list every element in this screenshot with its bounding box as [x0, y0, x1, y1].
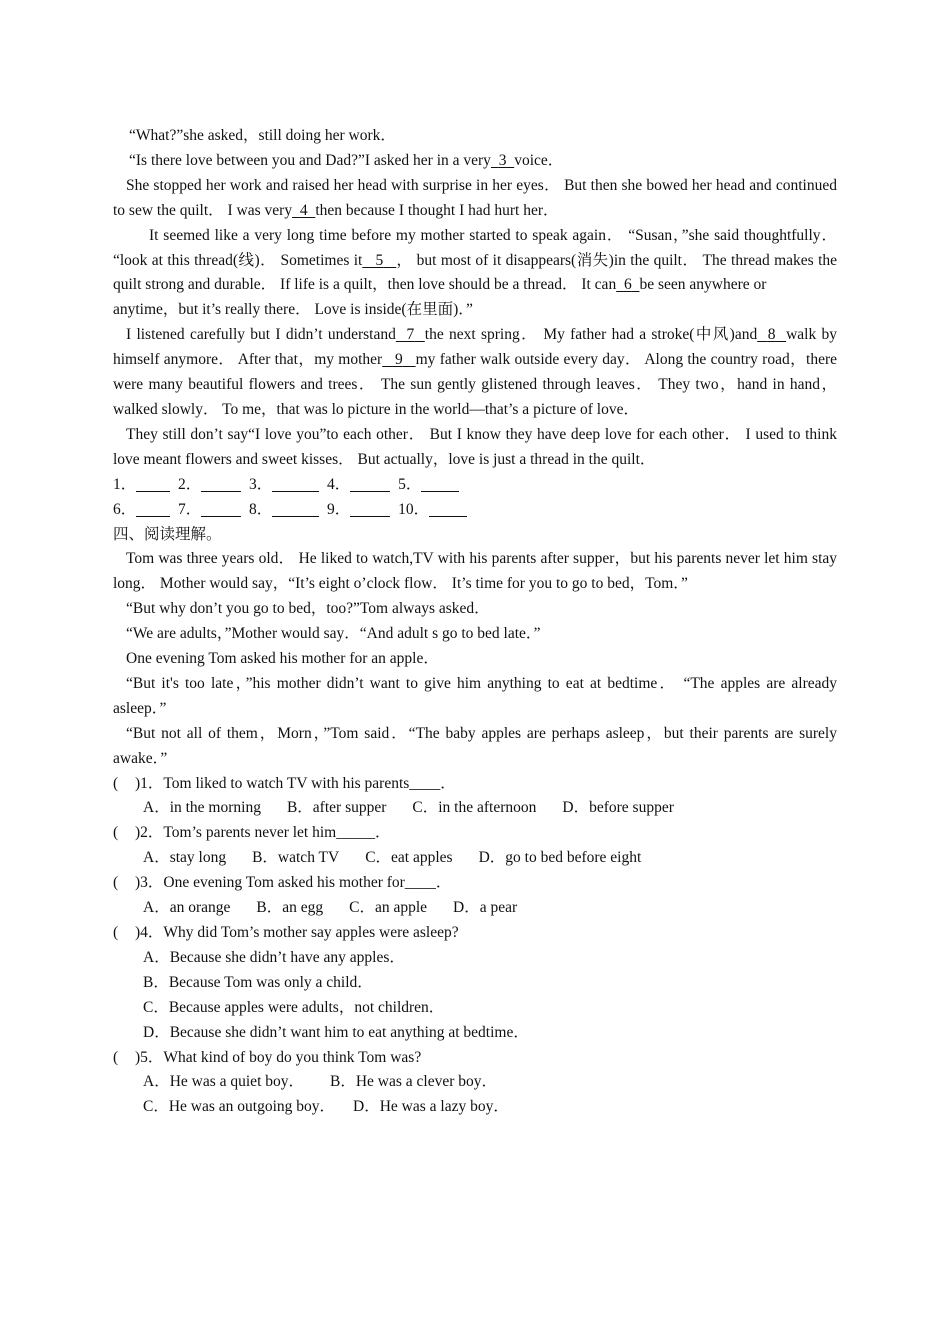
cloze-blank-5: 5	[375, 251, 384, 269]
answer-blank[interactable]	[350, 475, 390, 492]
question-3	[113, 871, 837, 896]
answer-blank[interactable]	[350, 500, 390, 517]
option[interactable]: A．He was a quiet boy．	[143, 1073, 304, 1091]
cloze-line-2	[113, 149, 837, 174]
question-3-options	[113, 896, 837, 921]
option[interactable]: C．an apple	[349, 899, 428, 917]
option[interactable]: B．an egg	[256, 899, 324, 917]
answer-label: 2．	[178, 475, 202, 493]
cloze-text: “What?”she asked，still doing her work．	[129, 127, 396, 144]
cloze-para-5	[113, 323, 837, 423]
answer-label: 8．	[249, 500, 273, 518]
cloze-text: ， but most of it disappears(消失)in the quilt． The thread makes the quilt strong and durable． If life is a quilt，then love should be a thread． It can	[113, 251, 838, 294]
option[interactable]: C．in the afternoon	[412, 799, 537, 817]
option[interactable]: C．Because apples were adults，not children．	[143, 998, 445, 1016]
question-stem: )5．What kind of boy do you think Tom was?	[135, 1048, 422, 1066]
answer-paren[interactable]: (	[113, 774, 119, 792]
option[interactable]: A．an orange	[143, 899, 231, 917]
cloze-text: walk by himself anymore． After that，my mother	[113, 326, 838, 369]
cloze-text: It seemed like a very long time before my mother started to speak again． “Susan，”she said thoughtfully． “look at this thread(线)． Sometimes it	[113, 226, 837, 269]
option[interactable]: A．stay long	[143, 849, 227, 867]
question-1	[113, 772, 837, 797]
option[interactable]: D．He was a lazy boy．	[353, 1098, 509, 1116]
question-1-options	[113, 796, 837, 821]
answer-blank[interactable]	[272, 475, 319, 492]
question-4	[113, 921, 837, 946]
cloze-para-3	[113, 174, 837, 224]
answer-label: 10．	[398, 500, 430, 518]
option[interactable]: D．before supper	[562, 799, 674, 817]
cloze-text: anytime，but it’s really there． Love is inside(在里面)．”	[113, 301, 473, 319]
cloze-blank-4: 4	[299, 201, 308, 219]
worksheet-page	[113, 124, 837, 1120]
answer-blank[interactable]	[429, 500, 467, 517]
answer-blank[interactable]	[201, 475, 241, 492]
passage-para-6: “But not all of them，Morn，”Tom said．“The baby apples are perhaps asleep，but their parents are surely awake．”	[113, 724, 837, 767]
passage-para-3: “We are adults，”Mother would say．“And adult s go to bed late．”	[126, 625, 541, 643]
answer-label: 3．	[249, 475, 273, 493]
passage-para-5: “But it's too late，”his mother didn’t want to give him anything to eat at bedtime． “The apples are already asleep．”	[113, 674, 837, 717]
section-heading: 四、阅读理解。	[113, 525, 222, 543]
question-stem: )4．Why did Tom’s mother say apples were asleep?	[135, 924, 459, 941]
question-5	[113, 1046, 837, 1071]
answer-row-2	[113, 498, 837, 523]
cloze-blank-9: 9	[395, 351, 403, 369]
cloze-para-4	[113, 224, 837, 299]
answer-label: 6．	[113, 500, 137, 518]
option[interactable]: C．He was an outgoing boy．	[143, 1098, 336, 1116]
answer-blank[interactable]	[272, 500, 319, 517]
answer-row-1	[113, 473, 837, 498]
cloze-text: voice．	[514, 151, 564, 169]
option[interactable]: A．in the morning	[143, 799, 261, 817]
cloze-blank-6: 6	[623, 276, 632, 294]
answer-blank[interactable]	[201, 500, 241, 517]
cloze-line-1	[113, 124, 837, 149]
question-stem: )2．Tom’s parents never let him_____．	[135, 824, 391, 842]
answer-label: 7．	[178, 500, 202, 518]
cloze-text: my father walk outside every day． Along the country road，there were many beautiful flowers and trees． The sun gently glistened through leaves． They two，hand in hand，walked slowly． To me，that was lo picture in the world—that’s a picture of love．	[113, 351, 837, 418]
passage-para-4: One evening Tom asked his mother for an apple．	[126, 650, 439, 668]
answer-paren[interactable]: (	[113, 824, 119, 842]
cloze-text: then because I thought I had hurt her．	[315, 201, 559, 219]
option[interactable]: D．go to bed before eight	[478, 849, 642, 867]
answer-label: 5．	[398, 475, 422, 493]
option[interactable]: B．after supper	[286, 799, 387, 817]
answer-paren[interactable]: (	[113, 924, 119, 941]
passage-para-2: “But why don’t you go to bed，too?”Tom always asked．	[126, 600, 490, 618]
cloze-blank-8: 8	[767, 326, 776, 344]
option[interactable]: B．Because Tom was only a child．	[143, 973, 373, 991]
cloze-text: She stopped her work and raised her head with surprise in her eyes． But then she bowed her head and continued to sew the quilt． I was very	[113, 176, 837, 219]
question-stem: )1．Tom liked to watch TV with his parents____．	[135, 774, 456, 792]
answer-label: 4．	[327, 475, 351, 493]
cloze-para-6	[113, 423, 837, 473]
option[interactable]: C．eat apples	[365, 849, 453, 867]
answer-blank[interactable]	[421, 475, 459, 492]
option[interactable]: D．Because she didn’t want him to eat anything at bedtime．	[143, 1023, 529, 1041]
answer-blank[interactable]	[136, 500, 170, 517]
question-2-options	[113, 846, 837, 871]
option[interactable]: B．He was a clever boy．	[330, 1073, 498, 1091]
answer-label: 1．	[113, 475, 137, 493]
question-2	[113, 821, 837, 846]
cloze-blank-7: 7	[406, 326, 415, 344]
answer-paren[interactable]: (	[113, 874, 119, 892]
passage-para-1: Tom was three years old． He liked to watch,TV with his parents after supper，but his parents never let him stay long． Mother would say，“It’s eight o’clock flow． It’s time for you to go to bed，Tom．”	[113, 550, 837, 593]
cloze-text: be seen anywhere or	[639, 276, 767, 294]
option[interactable]: D．a pear	[453, 899, 518, 917]
answer-blank[interactable]	[136, 475, 170, 492]
question-5-options-row-2	[113, 1095, 837, 1120]
cloze-line-anytime	[113, 298, 837, 323]
option[interactable]: A．Because she didn’t have any apples．	[143, 948, 405, 966]
cloze-text: “Is there love between you and Dad?”I asked her in a very	[129, 151, 491, 169]
answer-paren[interactable]: (	[113, 1048, 119, 1066]
answer-label: 9．	[327, 500, 351, 518]
cloze-text: They still don’t say“I love you”to each other． But I know they have deep love for each other． I used to think love meant flowers and sweet kisses． But actually，love is just a thread in the quilt．	[113, 425, 837, 468]
cloze-blank-3: 3	[498, 151, 507, 169]
option[interactable]: B．watch TV	[252, 849, 340, 867]
cloze-text: I listened carefully but I didn’t understand	[126, 326, 396, 344]
question-5-options-row-1	[113, 1070, 837, 1095]
cloze-text: the next spring． My father had a stroke(中风)and	[424, 326, 758, 344]
question-stem: )3．One evening Tom asked his mother for____．	[135, 874, 452, 892]
